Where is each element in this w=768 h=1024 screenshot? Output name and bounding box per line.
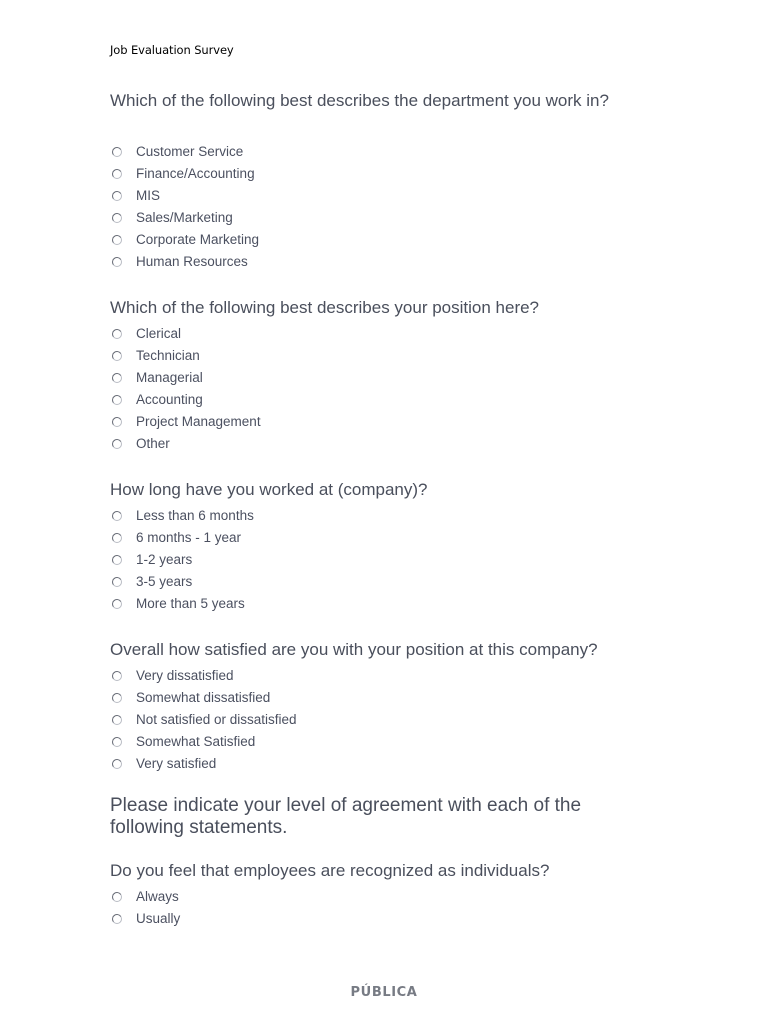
- options-list: [110, 885, 670, 929]
- radio-button[interactable]: [112, 737, 122, 747]
- option-managerial[interactable]: [110, 366, 670, 388]
- radio-button[interactable]: [112, 351, 122, 361]
- question-position: [110, 297, 670, 454]
- option-label: Technician: [136, 348, 200, 363]
- option-label: Always: [136, 889, 179, 904]
- question-text: Which of the following best describes your position here?: [110, 298, 540, 317]
- option-label: Finance/Accounting: [136, 166, 255, 181]
- question-recognition: [110, 860, 670, 929]
- option-not-satisfied-or-dissatisfied[interactable]: [110, 708, 670, 730]
- question-text: Do you feel that employees are recognized as individuals?: [110, 861, 550, 880]
- radio-button[interactable]: [112, 892, 122, 902]
- option-label: Less than 6 months: [136, 508, 254, 523]
- option-1-2-years[interactable]: [110, 548, 670, 570]
- option-label: 1-2 years: [136, 552, 193, 567]
- option-accounting[interactable]: [110, 388, 670, 410]
- radio-button[interactable]: [112, 511, 122, 521]
- radio-button[interactable]: [112, 693, 122, 703]
- option-finance-accounting[interactable]: [110, 162, 670, 184]
- option-clerical[interactable]: [110, 322, 670, 344]
- option-less-than-6-months[interactable]: [110, 504, 670, 526]
- classification-footer: PÚBLICA: [350, 985, 418, 1000]
- option-label: Project Management: [136, 414, 261, 429]
- option-always[interactable]: [110, 885, 670, 907]
- option-usually[interactable]: [110, 907, 670, 929]
- radio-button[interactable]: [112, 191, 122, 201]
- radio-button[interactable]: [112, 533, 122, 543]
- question-text: Overall how satisfied are you with your position at this company?: [110, 640, 598, 659]
- option-label: Very satisfied: [136, 756, 217, 771]
- option-6-months-1-year[interactable]: [110, 526, 670, 548]
- radio-button[interactable]: [112, 147, 122, 157]
- agreement-section: [110, 795, 650, 839]
- radio-button[interactable]: [112, 417, 122, 427]
- option-very-dissatisfied[interactable]: [110, 664, 670, 686]
- radio-button[interactable]: [112, 373, 122, 383]
- option-label: Customer Service: [136, 144, 244, 159]
- option-label: Somewhat dissatisfied: [136, 690, 271, 705]
- radio-button[interactable]: [112, 257, 122, 267]
- option-label: Not satisfied or dissatisfied: [136, 712, 297, 727]
- options-list: [110, 664, 670, 774]
- radio-button[interactable]: [112, 715, 122, 725]
- option-sales-marketing[interactable]: [110, 206, 670, 228]
- option-label: Other: [136, 436, 170, 451]
- option-label: Accounting: [136, 392, 203, 407]
- option-label: More than 5 years: [136, 596, 245, 611]
- radio-button[interactable]: [112, 914, 122, 924]
- section-heading: Please indicate your level of agreement with each of the following statements.: [110, 795, 582, 838]
- option-customer-service[interactable]: [110, 140, 670, 162]
- option-very-satisfied[interactable]: [110, 752, 670, 774]
- option-somewhat-satisfied[interactable]: [110, 730, 670, 752]
- option-corporate-marketing[interactable]: [110, 228, 670, 250]
- option-label: 3-5 years: [136, 574, 193, 589]
- options-list: [110, 322, 670, 454]
- radio-button[interactable]: [112, 439, 122, 449]
- question-text: How long have you worked at (company)?: [110, 480, 428, 499]
- option-label: Somewhat Satisfied: [136, 734, 256, 749]
- option-label: Clerical: [136, 326, 182, 341]
- options-list: [110, 504, 670, 614]
- option-label: MIS: [136, 188, 161, 203]
- document-title: Job Evaluation Survey: [110, 43, 234, 57]
- radio-button[interactable]: [112, 577, 122, 587]
- options-list: [110, 140, 670, 272]
- option-project-management[interactable]: [110, 410, 670, 432]
- option-somewhat-dissatisfied[interactable]: [110, 686, 670, 708]
- option-label: Usually: [136, 911, 181, 926]
- radio-button[interactable]: [112, 213, 122, 223]
- radio-button[interactable]: [112, 555, 122, 565]
- question-tenure: [110, 479, 670, 614]
- option-technician[interactable]: [110, 344, 670, 366]
- option-3-5-years[interactable]: [110, 570, 670, 592]
- radio-button[interactable]: [112, 169, 122, 179]
- option-label: Human Resources: [136, 254, 248, 269]
- option-mis[interactable]: [110, 184, 670, 206]
- question-satisfaction: [110, 639, 670, 774]
- option-label: Corporate Marketing: [136, 232, 260, 247]
- radio-button[interactable]: [112, 759, 122, 769]
- radio-button[interactable]: [112, 395, 122, 405]
- option-human-resources[interactable]: [110, 250, 670, 272]
- option-label: Sales/Marketing: [136, 210, 233, 225]
- question-department: [110, 90, 670, 272]
- option-label: 6 months - 1 year: [136, 530, 242, 545]
- radio-button[interactable]: [112, 329, 122, 339]
- question-text: Which of the following best describes the department you work in?: [110, 91, 609, 110]
- option-label: Very dissatisfied: [136, 668, 234, 683]
- option-label: Managerial: [136, 370, 203, 385]
- option-other[interactable]: [110, 432, 670, 454]
- radio-button[interactable]: [112, 235, 122, 245]
- option-more-than-5-years[interactable]: [110, 592, 670, 614]
- radio-button[interactable]: [112, 599, 122, 609]
- radio-button[interactable]: [112, 671, 122, 681]
